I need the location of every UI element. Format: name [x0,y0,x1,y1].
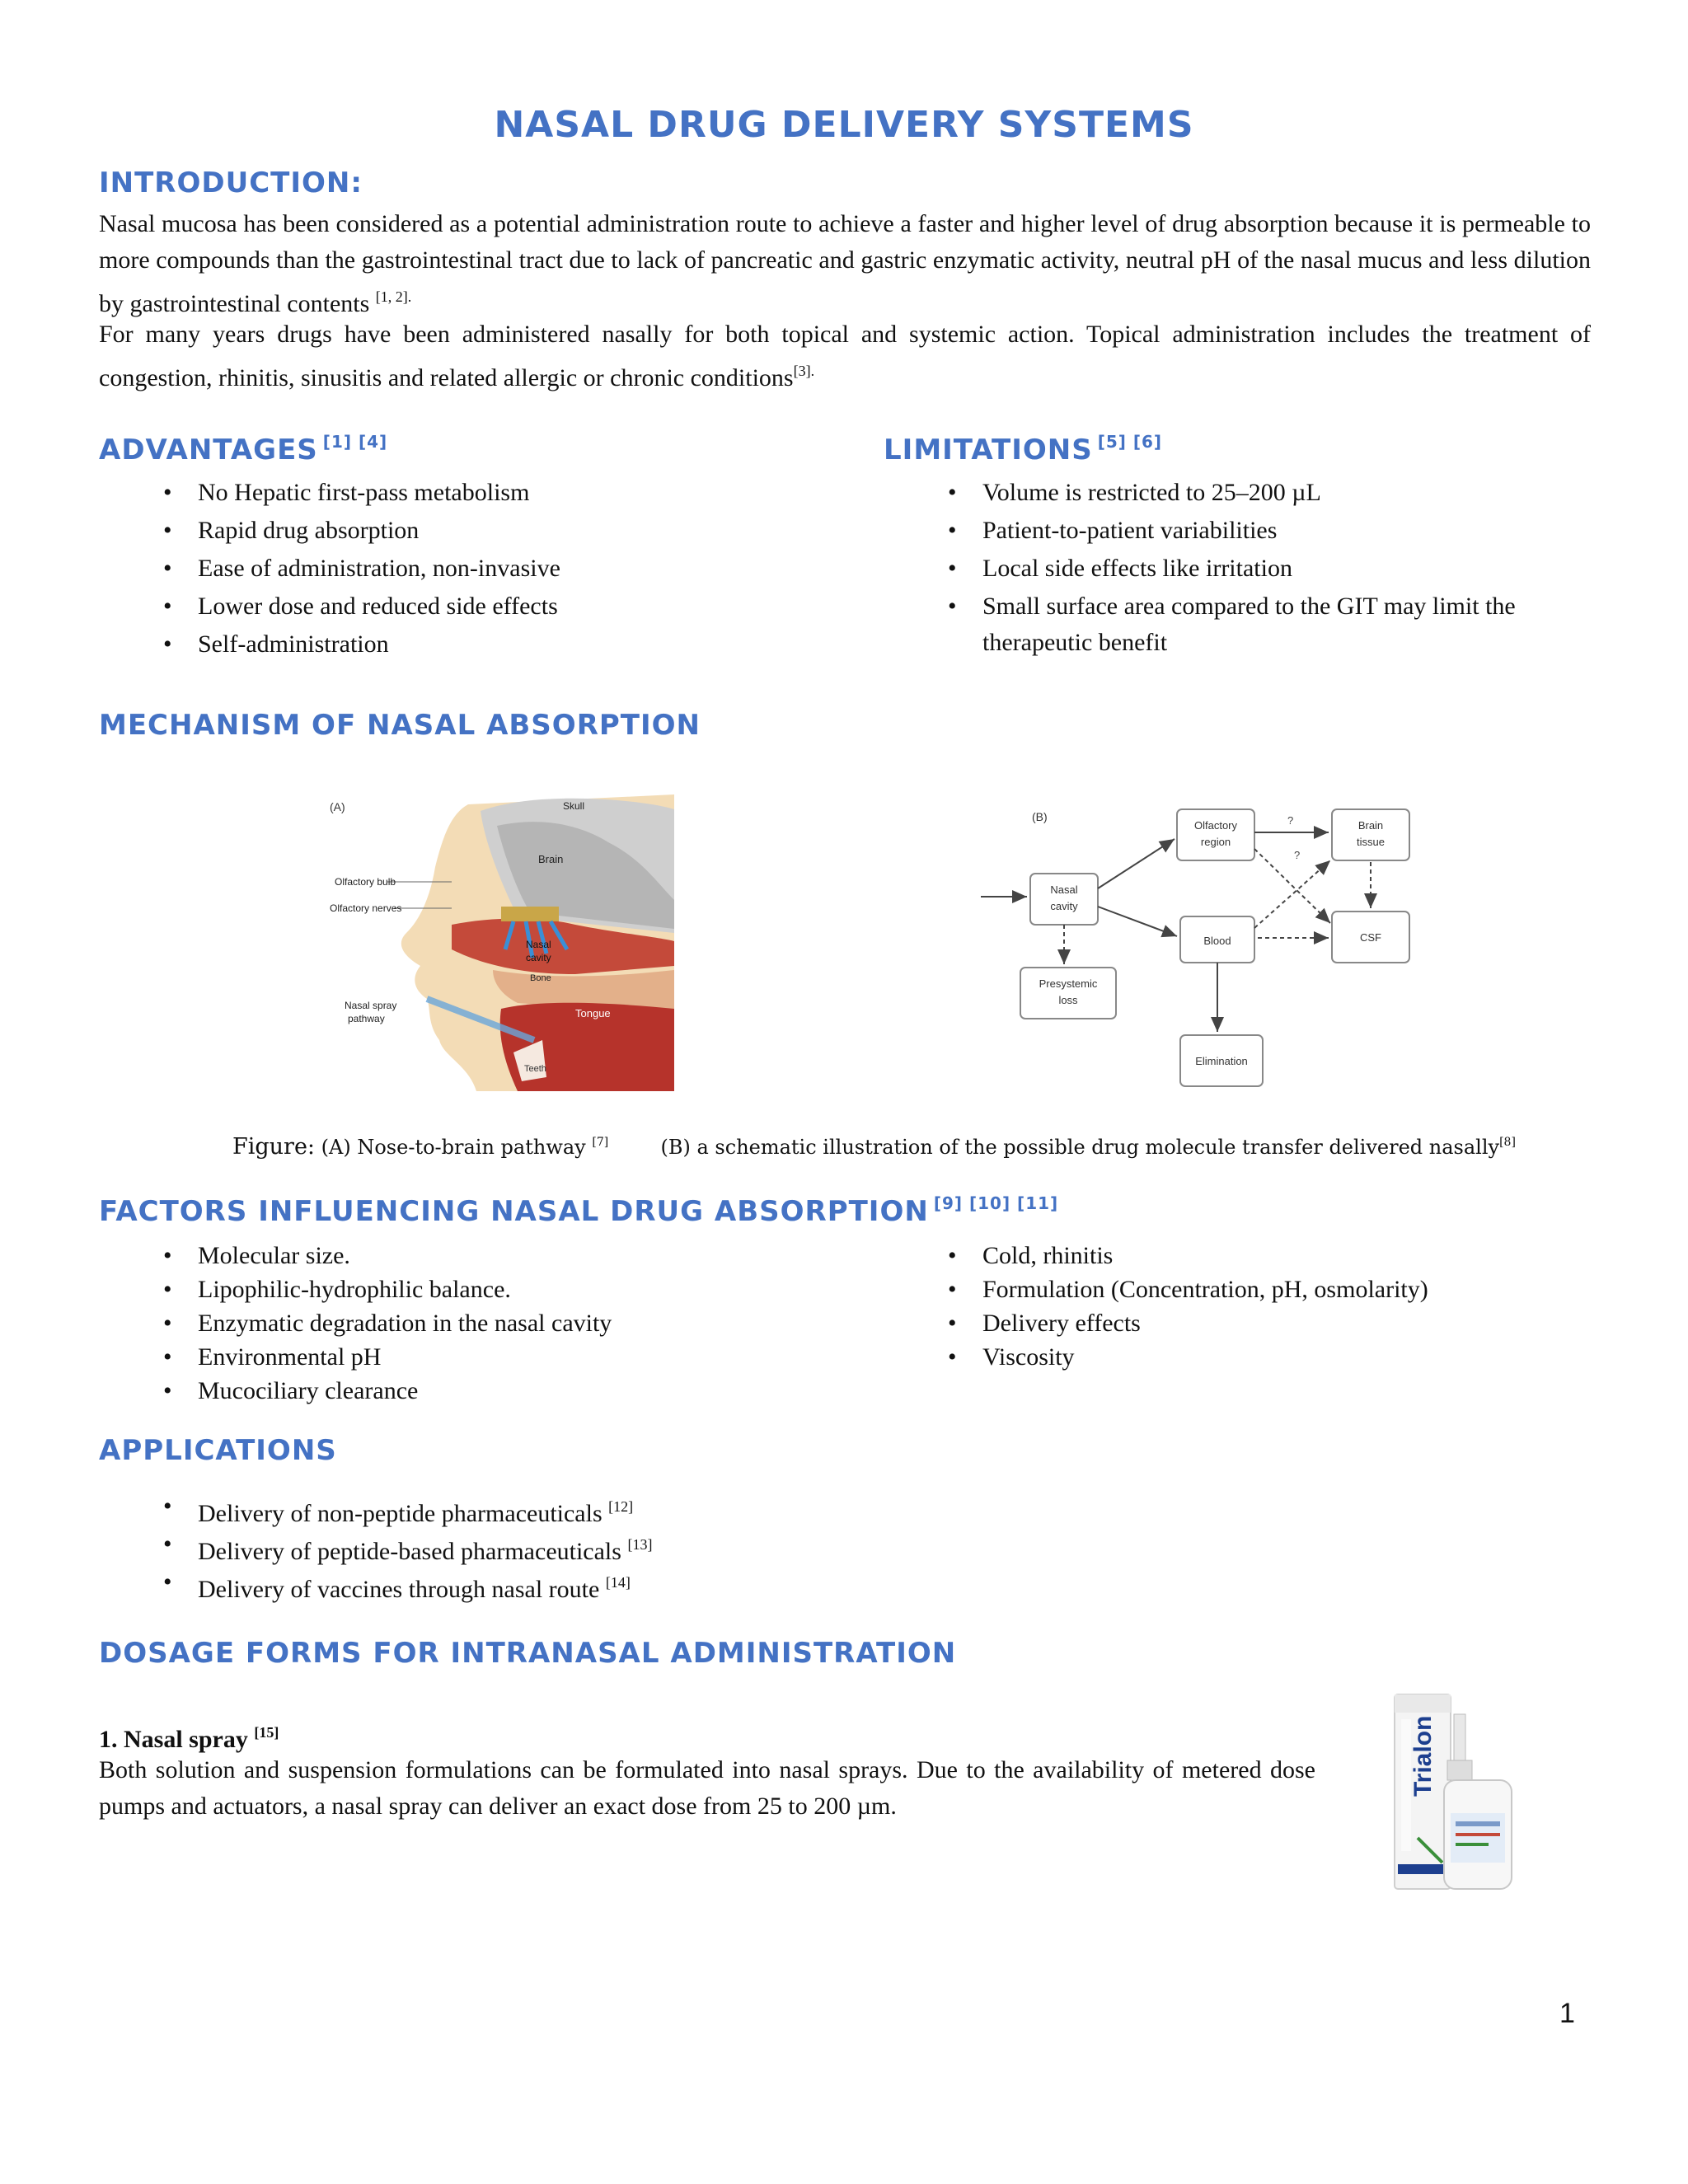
presystemic-loss-node [1020,968,1116,1019]
csf-label: CSF [1360,931,1381,944]
application-ref: [13] [627,1536,653,1553]
blood-label: Blood [1203,935,1231,947]
figure-b-tag: (B) [1032,810,1048,823]
factors-refs: [9] [10] [11] [933,1193,1059,1213]
application-text: Delivery of non-peptide pharmaceuticals [198,1500,603,1527]
nasal-spray-paragraph: Both solution and suspension formulations can be formulated into nasal sprays. Due to the availability of metered dose pumps and actuators, a nasal spray can deliver an exact dose from 25 to 200 µm. [99,1756,1315,1820]
product-label: Trialon [1409,1715,1437,1797]
advantage-item: • Ease of administration, non-invasive [99,551,890,587]
factors-heading [99,1193,1058,1228]
advantages-refs: [1] [4] [322,432,388,452]
label-olfactory-nerves: Olfactory nerves [330,902,402,914]
label-spray-1: Nasal spray [345,1000,397,1011]
label-brain: Brain [538,853,564,865]
advantage-item: • No Hepatic first-pass metabolism [99,475,890,511]
caption-a-ref: [7] [592,1136,609,1149]
intro-p2-ref: [3]. [793,363,815,379]
factor-item: • Environmental pH [99,1339,923,1376]
introduction-paragraph-1 [99,206,1591,322]
advantages-heading-text: ADVANTAGES [99,434,318,466]
dosage-heading: DOSAGE FORMS FOR INTRANASAL ADMINISTRATION [99,1637,957,1670]
application-text: Delivery of peptide-based pharmaceuticals [198,1538,621,1565]
olfactory-bulb-shape [501,907,559,921]
caption-label: Figure: [232,1134,316,1160]
introduction-paragraph-2 [99,316,1591,396]
factor-item: • Molecular size. [99,1238,923,1274]
caption-b-ref: [8] [1499,1136,1516,1149]
nasal-spray-product-image [1393,1690,1517,1896]
label-teeth: Teeth [524,1064,546,1074]
limitation-item: • Volume is restricted to 25–200 µL [884,475,1592,511]
advantages-heading [99,432,387,466]
label-spray-2: pathway [348,1013,385,1024]
factor-item: • Viscosity [884,1339,1609,1376]
limitations-refs: [5] [6] [1097,432,1163,452]
nose-to-brain-figure [328,793,674,1091]
page-title: NASAL DRUG DELIVERY SYSTEMS [494,104,1194,146]
transfer-schematic-figure [964,791,1426,1096]
label-skull: Skull [563,800,585,812]
presystemic-label-1: Presystemic [1039,977,1098,990]
caption-b-text: (B) a schematic illustration of the possible drug molecule transfer delivered nasally [660,1136,1500,1159]
application-ref: [12] [608,1498,634,1515]
advantage-item: • Lower dose and reduced side effects [99,588,890,625]
intro-p1-text: Nasal mucosa has been considered as a potential administration route to achieve a faster and higher level of drug absorption because it is permeable to more compounds than the gastrointestinal tract due to lack of pancreatic and gastric enzymatic activity, neutral pH of the nasal mucus and less dilution by gastrointestinal contents [99,210,1591,317]
label-nasal-cavity-1: Nasal [526,939,551,950]
advantage-item: • Self-administration [99,626,890,663]
label-nasal-cavity-2: cavity [526,952,551,963]
limitation-item: • Small surface area compared to the GIT may limit the therapeutic benefit [884,588,1592,661]
introduction-heading: INTRODUCTION: [99,166,363,199]
limitation-item: • Patient-to-patient variabilities [884,513,1592,549]
label-bone: Bone [530,973,551,983]
nasal-spray-subheading-text: 1. Nasal spray [99,1726,248,1753]
olfactory-region-label-1: Olfactory [1193,819,1238,832]
olfactory-region-node [1177,809,1254,860]
advantage-item: • Rapid drug absorption [99,513,890,549]
brain-tissue-node [1332,809,1409,860]
nasal-spray-ref: [15] [254,1724,279,1741]
factor-item: • Cold, rhinitis [884,1238,1609,1274]
application-ref: [14] [605,1574,631,1591]
application-item [99,1564,1187,1608]
mechanism-heading: MECHANISM OF NASAL ABSORPTION [99,709,701,742]
olfactory-region-label-2: region [1200,836,1231,848]
limitation-item: • Local side effects like irritation [884,551,1592,587]
intro-p2-text: For many years drugs have been administered nasally for both topical and systemic action. Topical administration includes the treatment of congestion, rhinitis, sinusitis and related allergic or chronic conditions [99,321,1591,391]
page-number: 1 [1559,1998,1575,2029]
application-text: Delivery of vaccines through nasal route [198,1576,600,1603]
label-olfactory-bulb: Olfactory bulb [335,876,396,888]
caption-a-text: (A) Nose-to-brain pathway [321,1136,586,1159]
elimination-label: Elimination [1195,1055,1248,1067]
factor-item: • Delivery effects [884,1305,1609,1342]
label-tongue: Tongue [575,1007,611,1019]
factors-heading-text: FACTORS INFLUENCING NASAL DRUG ABSORPTION [99,1195,929,1228]
question-mark-1: ? [1287,814,1294,827]
factor-item: • Lipophilic-hydrophilic balance. [99,1272,923,1308]
factor-item: • Mucociliary clearance [99,1373,923,1409]
factor-item: • Formulation (Concentration, pH, osmolarity) [884,1272,1609,1308]
brain-tissue-label-2: tissue [1357,836,1385,848]
figure-a-tag: (A) [330,800,345,813]
factor-item: • Enzymatic degradation in the nasal cavity [99,1305,923,1342]
nasal-cavity-label-1: Nasal [1050,883,1078,896]
presystemic-label-2: loss [1058,994,1078,1006]
nasal-cavity-label-2: cavity [1050,900,1078,912]
brain-tissue-label-1: Brain [1357,819,1384,832]
figure-caption [232,1134,1516,1160]
intro-p1-ref: [1, 2]. [375,288,412,305]
question-mark-2: ? [1294,849,1301,861]
applications-heading: APPLICATIONS [99,1434,337,1467]
limitations-heading [884,432,1162,466]
limitations-heading-text: LIMITATIONS [884,434,1093,466]
nasal-cavity-node [1030,874,1098,925]
